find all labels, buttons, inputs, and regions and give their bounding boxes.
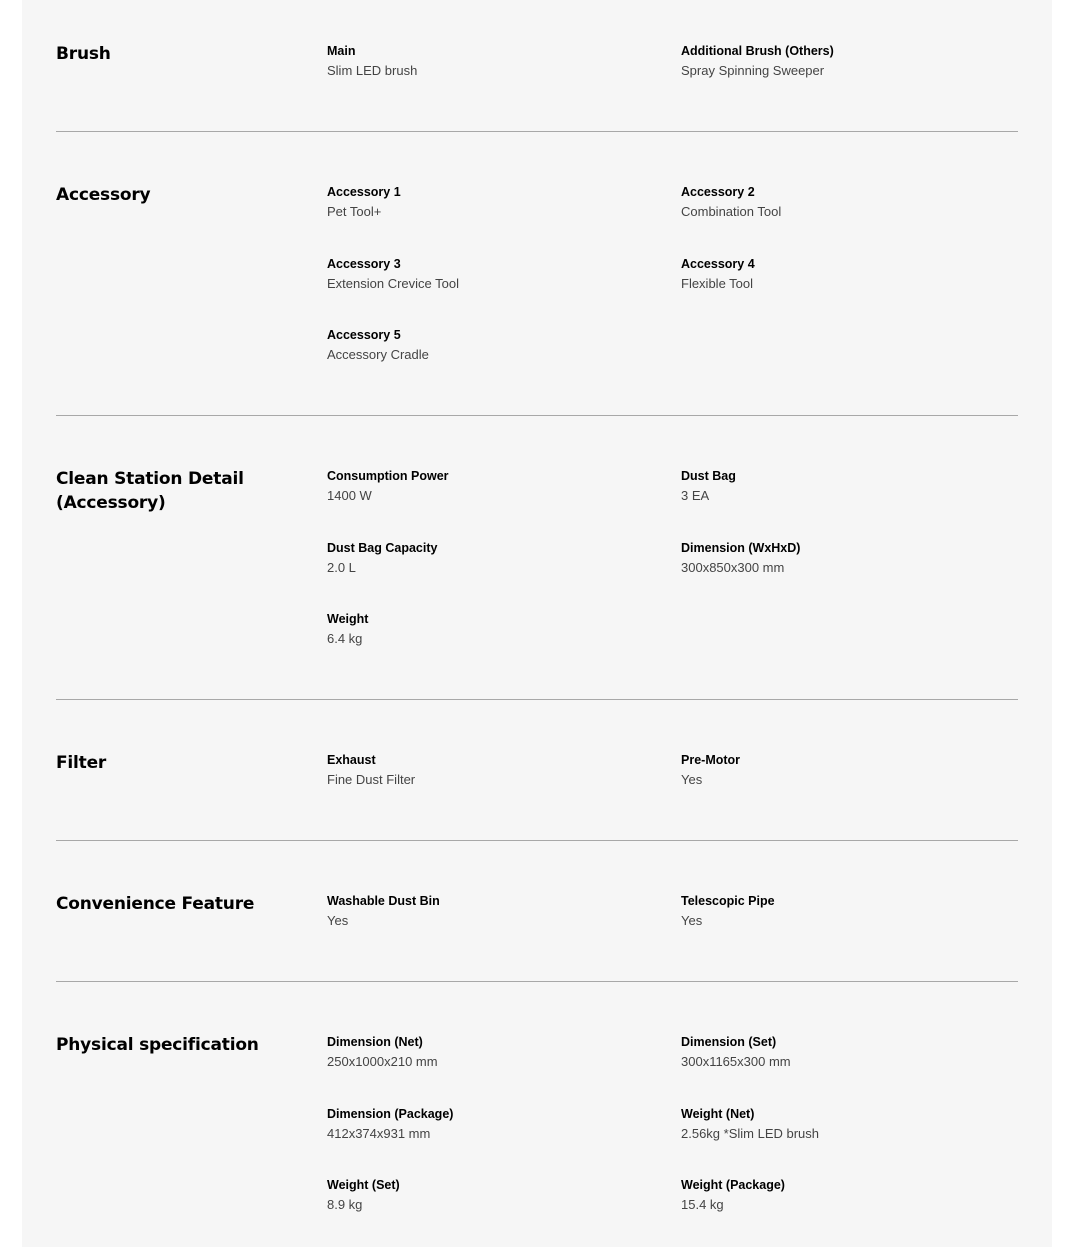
spec-value: Spray Spinning Sweeper <box>681 63 825 78</box>
spec-label: Weight (Net) <box>681 1107 755 1121</box>
spec-label: Dimension (Package) <box>327 1107 454 1121</box>
spec-label: Pre-Motor <box>681 753 741 767</box>
spec-value: Extension Crevice Tool <box>327 276 459 291</box>
spec-label: Dimension (Net) <box>327 1035 423 1049</box>
spec-value: Flexible Tool <box>681 276 754 291</box>
spec-label: Additional Brush (Others) <box>681 44 834 58</box>
section-title: Brush <box>56 44 111 64</box>
spec-value: 300x850x300 mm <box>681 560 785 575</box>
section-title: Filter <box>56 753 107 773</box>
spec-value: 2.0 L <box>327 560 356 575</box>
spec-label: Dimension (WxHxD) <box>681 541 801 555</box>
spec-item <box>327 184 647 220</box>
spec-value: Slim LED brush <box>327 63 418 78</box>
spec-item <box>327 327 647 363</box>
spec-item <box>681 752 1001 788</box>
spec-label: Dimension (Set) <box>681 1035 777 1049</box>
section-divider <box>56 415 1018 416</box>
spec-item <box>327 1106 647 1142</box>
section-title: Physical specification <box>56 1035 259 1055</box>
spec-label: Dust Bag Capacity <box>327 541 438 555</box>
spec-value: Fine Dust Filter <box>327 772 416 787</box>
spec-item <box>681 184 1001 220</box>
spec-value: 6.4 kg <box>327 631 363 646</box>
spec-value: 3 EA <box>681 488 710 503</box>
spec-value: 300x1165x300 mm <box>681 1054 791 1069</box>
spec-item <box>327 893 647 929</box>
spec-label: Weight <box>327 612 369 626</box>
section-title: Accessory <box>56 185 151 205</box>
spec-item <box>681 1177 1001 1213</box>
spec-label: Weight (Set) <box>327 1178 400 1192</box>
spec-value: Yes <box>327 913 349 928</box>
spec-value: Pet Tool+ <box>327 204 382 219</box>
spec-value: Yes <box>681 772 703 787</box>
spec-label: Accessory 2 <box>681 185 755 199</box>
spec-value: 412x374x931 mm <box>327 1126 431 1141</box>
spec-label: Accessory 1 <box>327 185 401 199</box>
spec-item <box>327 468 647 504</box>
spec-item <box>327 256 647 292</box>
spec-label: Consumption Power <box>327 469 449 483</box>
section-divider <box>56 131 1018 132</box>
section-title <box>56 467 296 515</box>
spec-item <box>327 611 647 647</box>
spec-value: 15.4 kg <box>681 1197 724 1212</box>
section-title: Convenience Feature <box>56 894 255 914</box>
spec-item <box>681 468 1001 504</box>
spec-value: 8.9 kg <box>327 1197 363 1212</box>
spec-label: Main <box>327 44 356 58</box>
spec-label: Exhaust <box>327 753 376 767</box>
spec-item <box>681 43 1001 79</box>
spec-item <box>681 1034 1001 1070</box>
spec-item <box>681 893 1001 929</box>
spec-value: 250x1000x210 mm <box>327 1054 438 1069</box>
spec-item <box>327 540 647 576</box>
section-divider <box>56 699 1018 700</box>
section-divider <box>56 981 1018 982</box>
spec-item <box>327 1177 647 1213</box>
spec-item <box>681 1106 1001 1142</box>
spec-label: Accessory 3 <box>327 257 401 271</box>
spec-value: Accessory Cradle <box>327 347 429 362</box>
spec-value: Combination Tool <box>681 204 782 219</box>
spec-label: Telescopic Pipe <box>681 894 775 908</box>
spec-item <box>327 752 647 788</box>
spec-label: Dust Bag <box>681 469 736 483</box>
section-title-line: Clean Station Detail <box>56 469 244 489</box>
spec-label: Accessory 5 <box>327 328 401 342</box>
spec-label: Washable Dust Bin <box>327 894 440 908</box>
section-title-line: (Accessory) <box>56 493 166 513</box>
spec-label: Weight (Package) <box>681 1178 785 1192</box>
spec-item <box>681 540 1001 576</box>
spec-value: Yes <box>681 913 703 928</box>
spec-item <box>327 1034 647 1070</box>
spec-value: 1400 W <box>327 488 372 503</box>
spec-value: 2.56kg *Slim LED brush <box>681 1126 820 1141</box>
spec-item <box>681 256 1001 292</box>
section-divider <box>56 840 1018 841</box>
spec-label: Accessory 4 <box>681 257 755 271</box>
spec-item <box>327 43 647 79</box>
